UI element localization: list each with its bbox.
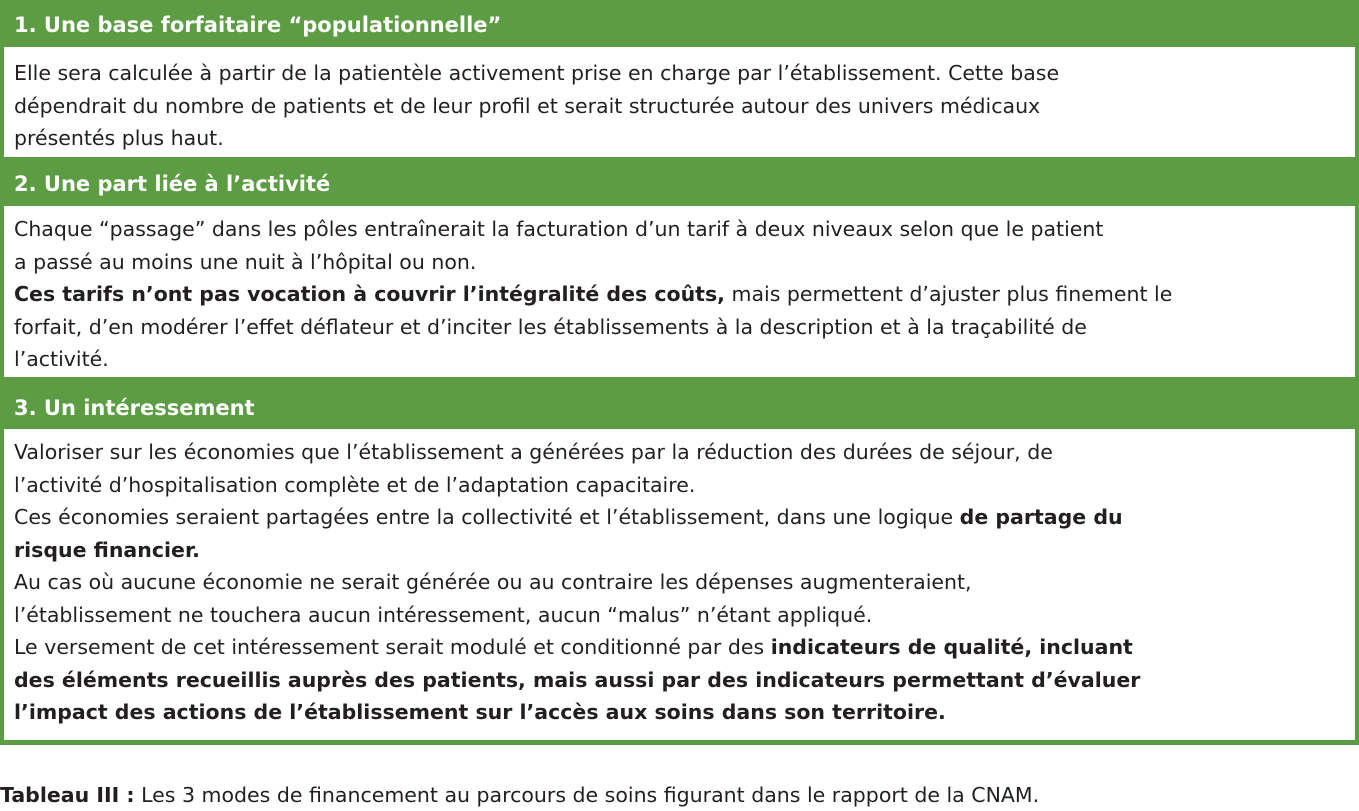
section-2-line: l’activité.: [14, 347, 109, 371]
regular-text: mais permettent d’ajuster plus finement le: [724, 282, 1173, 306]
section-2-line: [14, 278, 1345, 311]
section-3-line: des éléments recueillis auprès des patients, mais aussi par des indicateurs permettant d’évaluer: [14, 667, 1141, 692]
section-1-line: présentés plus haut.: [14, 126, 224, 150]
bold-text: indicateurs de qualité, incluant: [770, 635, 1133, 659]
section-3-line: risque financier.: [14, 537, 200, 562]
bold-text: de partage du: [959, 505, 1123, 529]
section-2-title: 2. Une part liée à l’activité: [14, 172, 331, 196]
section-3-line: l’impact des actions de l’établissement sur l’accès aux soins dans son territoire.: [14, 700, 946, 724]
section-3-line: l’activité d’hospitalisation complète et de l’adaptation capacitaire.: [14, 472, 696, 497]
section-3-line: l’établissement ne touchera aucun intéressement, aucun “malus” n’étant appliqué.: [14, 602, 873, 627]
section-2-line: a passé au moins une nuit à l’hôpital ou non.: [14, 249, 477, 274]
caption-label: Tableau III :: [0, 783, 135, 807]
section-1-line: Elle sera calculée à partir de la patientèle activement prise en charge par l’établissement. Cette base: [14, 61, 1060, 85]
section-3-body: [4, 429, 1355, 740]
bold-text: Ces tarifs n’ont pas vocation à couvrir l’intégralité des coûts,: [14, 282, 725, 306]
section-2-line: Chaque “passage” dans les pôles entraînerait la facturation d’un tarif à deux niveaux selon que le patient: [14, 217, 1104, 241]
section-2-body: [4, 206, 1355, 377]
section-3-title: 3. Un intéressement: [14, 396, 255, 420]
section-1-title: 1. Une base forfaitaire “populationnelle”: [14, 13, 502, 37]
regular-text: Ces économies seraient partagées entre la collectivité et l’établissement, dans une logique: [14, 505, 960, 529]
section-3-line: Au cas où aucune économie ne serait générée ou au contraire les dépenses augmenteraient,: [14, 570, 972, 594]
table-caption: [0, 780, 1039, 810]
section-2-line: forfait, d’en modérer l’effet déflateur et d’inciter les établissements à la description et à la traçabilité de: [14, 314, 1087, 339]
section-1-body: [4, 47, 1355, 157]
section-3-line: Valoriser sur les économies que l’établissement a générées par la réduction des durées de séjour, de: [14, 440, 1053, 464]
regular-text: Le versement de cet intéressement serait modulé et conditionné par des: [14, 635, 771, 659]
section-3-line: [14, 501, 1345, 534]
section-1-line: dépendrait du nombre de patients et de leur profil et serait structurée autour des univers médicaux: [14, 93, 1041, 118]
section-3-line: [14, 631, 1345, 664]
caption-text: Les 3 modes de financement au parcours de soins figurant dans le rapport de la CNAM.: [134, 783, 1040, 807]
